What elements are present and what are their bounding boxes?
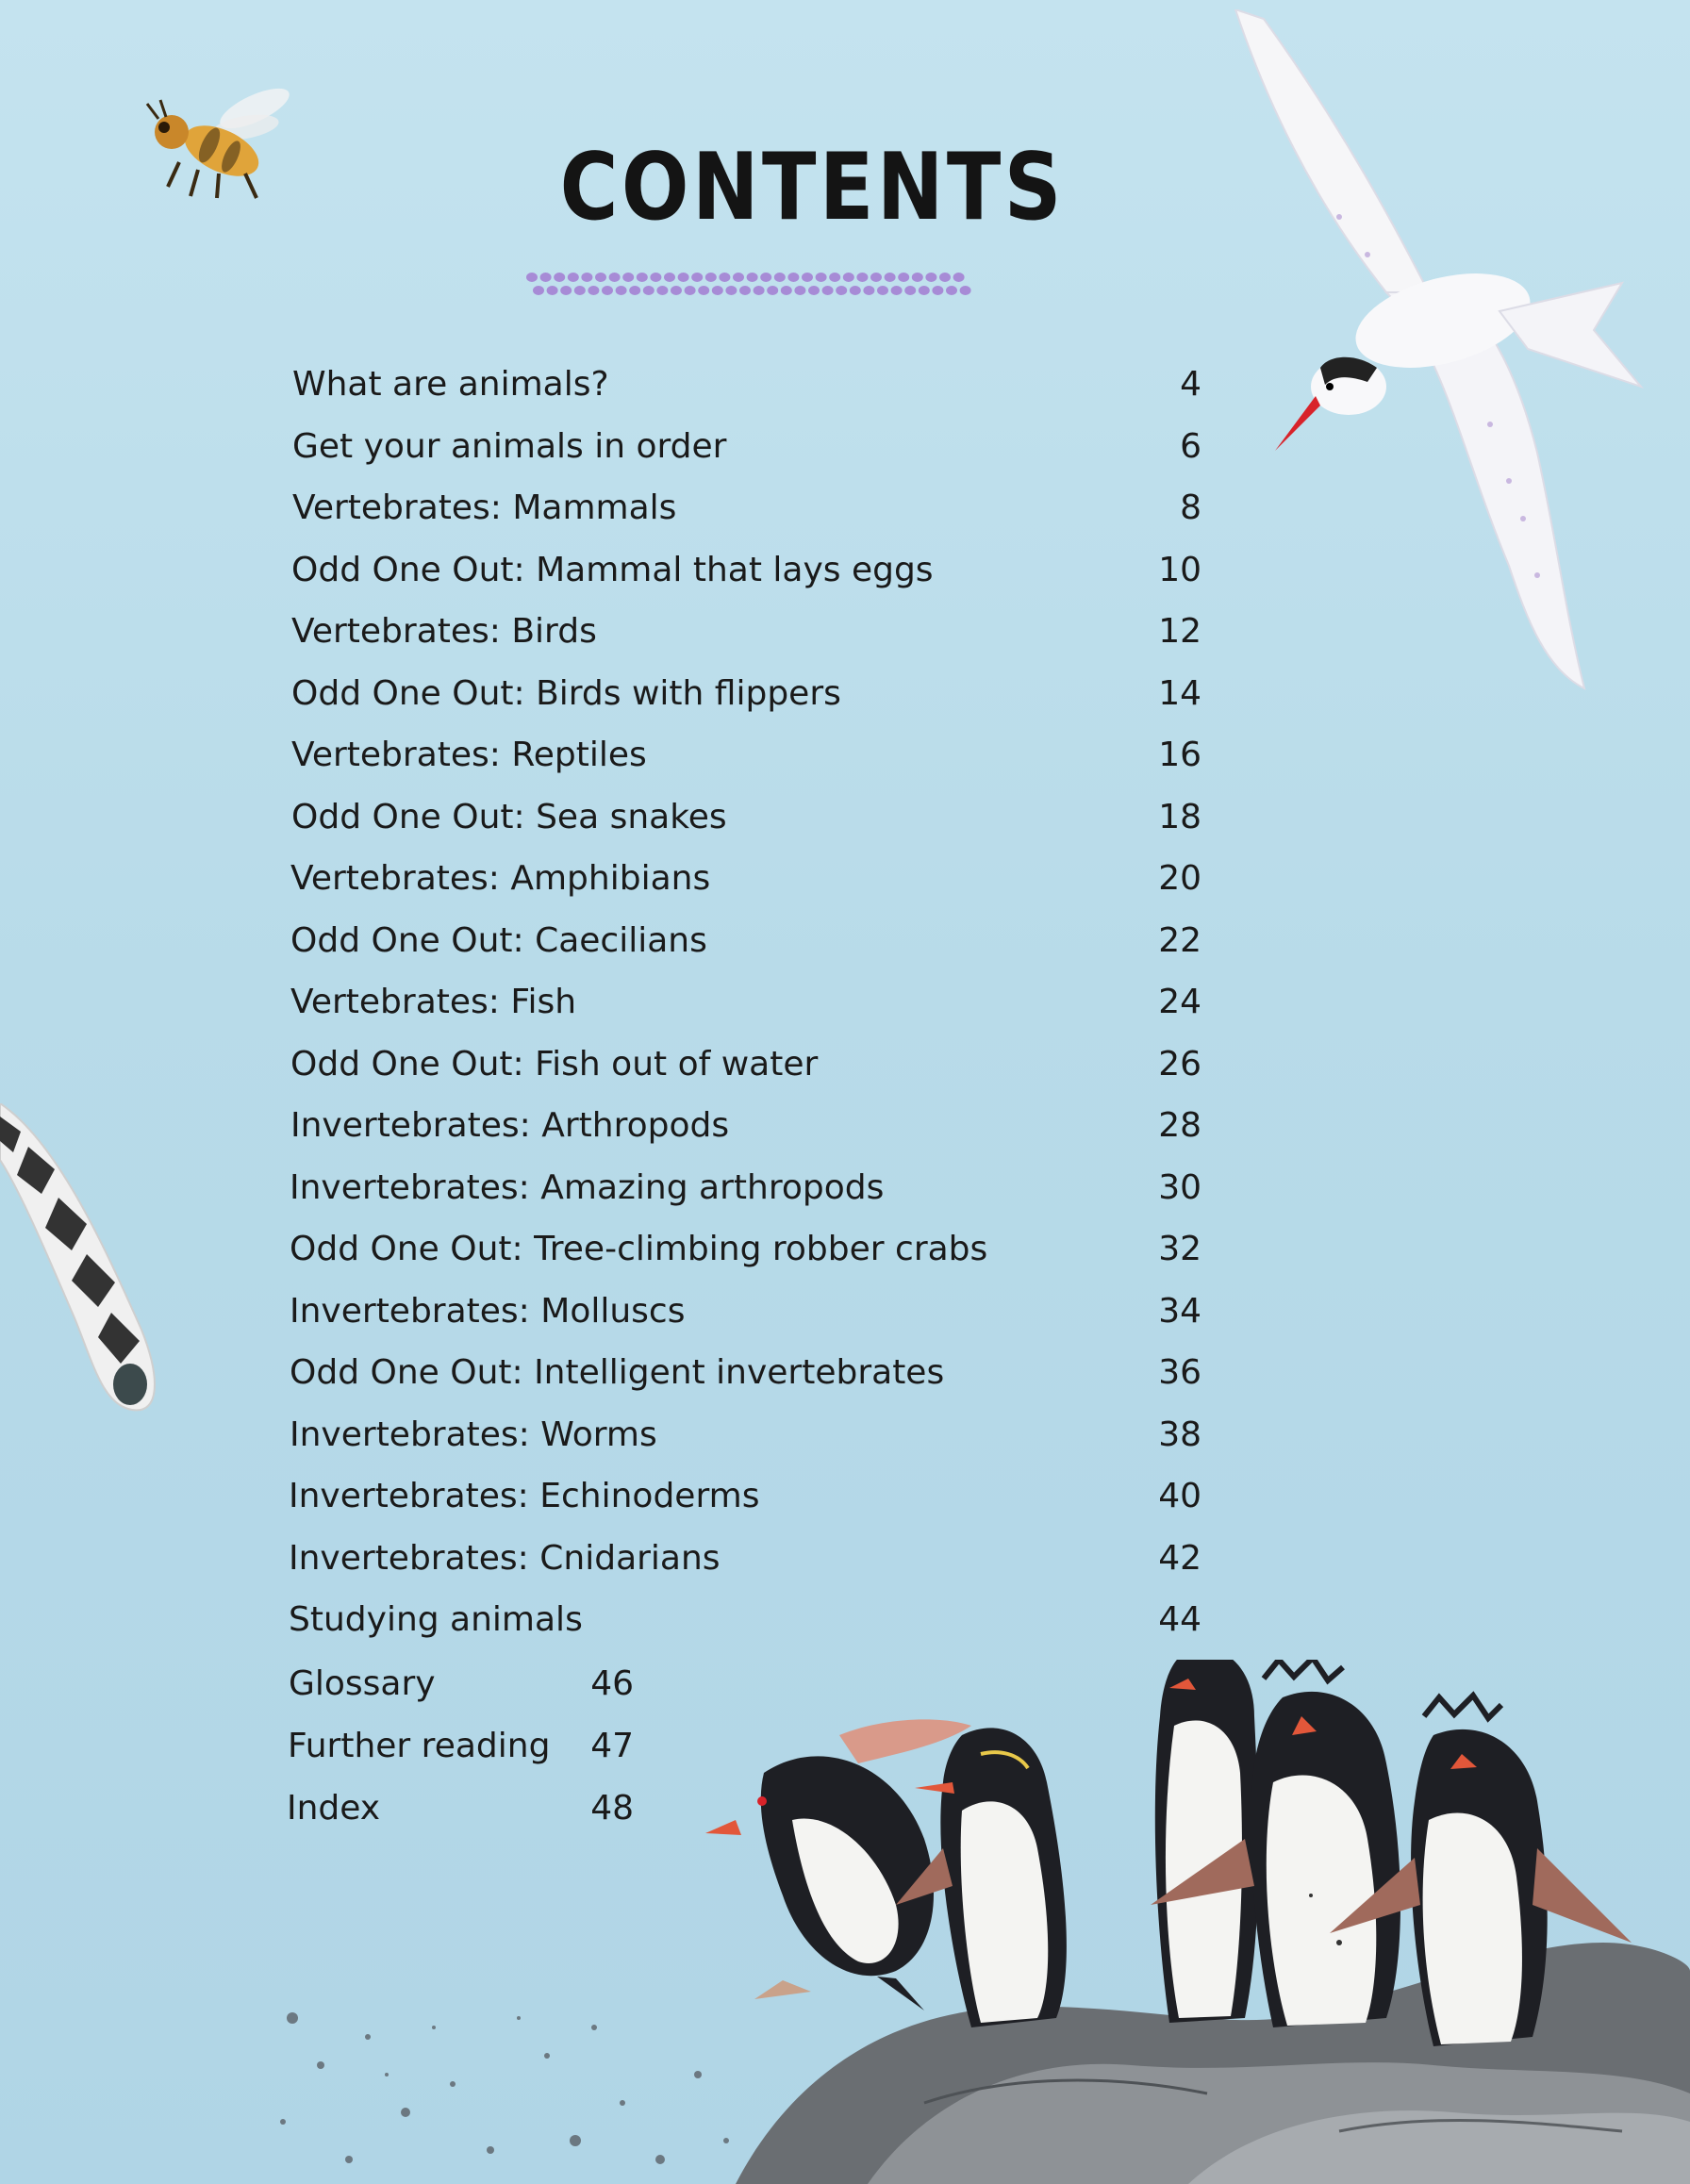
toc-entry-page: 36 [1158, 1353, 1201, 1392]
toc-entry [290, 1160, 1201, 1216]
toc-entry-page: 12 [1158, 612, 1201, 651]
toc-entry-title: Odd One Out: Intelligent invertebrates [290, 1353, 945, 1392]
toc-entry-page: 28 [1158, 1106, 1201, 1145]
toc-entry-title: Vertebrates: Birds [291, 612, 597, 651]
toc-entry [290, 1221, 1201, 1278]
penguin-2 [896, 1728, 1067, 2027]
toc-entry-title: What are animals? [292, 365, 609, 404]
toc-entry [290, 1036, 1201, 1093]
toc-entry-page: 20 [1158, 859, 1201, 898]
toc-back-matter-entry [288, 1718, 634, 1775]
toc-entry-page: 46 [590, 1664, 634, 1703]
toc-entry-title: Invertebrates: Molluscs [290, 1292, 686, 1331]
toc-entry-title: Further reading [288, 1727, 551, 1765]
sea-snake-tail-illustration [0, 1103, 179, 1424]
toc-entry-title: Invertebrates: Cnidarians [289, 1539, 721, 1578]
toc-entry [290, 851, 1201, 907]
penguins-on-rocks-illustration [679, 1660, 1690, 2184]
toc-entry-page: 34 [1158, 1292, 1201, 1331]
toc-entry [291, 666, 1201, 722]
toc-entry-page: 18 [1158, 798, 1201, 836]
toc-entry [292, 356, 1201, 413]
page-title: CONTENTS [559, 134, 1065, 241]
toc-entry [292, 419, 1201, 475]
toc-entry-title: Vertebrates: Mammals [292, 488, 677, 527]
toc-entry-title: Vertebrates: Reptiles [291, 736, 647, 774]
toc-entry [291, 542, 1201, 599]
toc-entry [289, 1530, 1201, 1587]
toc-entry-page: 48 [590, 1789, 634, 1828]
toc-entry-page: 8 [1180, 488, 1201, 527]
toc-entry-title: Odd One Out: Sea snakes [291, 798, 727, 836]
toc-entry-page: 22 [1158, 921, 1201, 960]
toc-back-matter-entry [287, 1780, 634, 1837]
toc-entry [291, 604, 1201, 660]
toc-entry-title: Odd One Out: Tree-climbing robber crabs [290, 1230, 988, 1268]
toc-entry-title: Studying animals [289, 1600, 583, 1639]
toc-entry-title: Invertebrates: Worms [290, 1415, 657, 1454]
toc-entry-page: 10 [1158, 551, 1201, 589]
toc-entry-title: Vertebrates: Fish [290, 983, 577, 1021]
toc-back-matter-entry [289, 1656, 634, 1712]
toc-entry-page: 44 [1158, 1600, 1201, 1639]
toc-entry [289, 1468, 1201, 1525]
toc-entry-title: Invertebrates: Amazing arthropods [290, 1168, 885, 1207]
toc-entry [290, 1283, 1201, 1340]
toc-entry [290, 1345, 1201, 1401]
toc-entry-page: 16 [1158, 736, 1201, 774]
tern-illustration [1226, 9, 1660, 698]
dotted-divider [524, 268, 977, 302]
toc-entry [290, 913, 1201, 969]
toc-entry-title: Invertebrates: Arthropods [290, 1106, 730, 1145]
toc-entry-page: 14 [1158, 674, 1201, 713]
toc-entry [291, 789, 1201, 846]
toc-entry-title: Odd One Out: Fish out of water [290, 1045, 819, 1084]
toc-entry-page: 24 [1158, 983, 1201, 1021]
toc-entry-page: 38 [1158, 1415, 1201, 1454]
toc-entry-title: Odd One Out: Caecilians [290, 921, 707, 960]
toc-entry-page: 47 [590, 1727, 634, 1765]
toc-entry-title: Odd One Out: Mammal that lays eggs [291, 551, 934, 589]
toc-entry [292, 480, 1201, 537]
toc-entry-title: Invertebrates: Echinoderms [289, 1477, 760, 1515]
bee-illustration [141, 75, 302, 217]
toc-entry [290, 1407, 1201, 1464]
toc-entry-title: Odd One Out: Birds with flippers [291, 674, 841, 713]
toc-entry-page: 6 [1180, 427, 1201, 466]
toc-entry-page: 4 [1180, 365, 1201, 404]
toc-entry [289, 1592, 1201, 1648]
toc-entry-title: Index [287, 1789, 381, 1828]
toc-entry-page: 26 [1158, 1045, 1201, 1084]
toc-entry-page: 32 [1158, 1230, 1201, 1268]
toc-entry-title: Vertebrates: Amphibians [290, 859, 711, 898]
toc-entry-title: Glossary [289, 1664, 436, 1703]
toc-entry-title: Get your animals in order [292, 427, 727, 466]
toc-entry-page: 30 [1158, 1168, 1201, 1207]
toc-entry-page: 42 [1158, 1539, 1201, 1578]
toc-entry-page: 40 [1158, 1477, 1201, 1515]
toc-entry [290, 1098, 1201, 1154]
toc-entry [290, 974, 1201, 1031]
toc-entry [291, 727, 1201, 784]
